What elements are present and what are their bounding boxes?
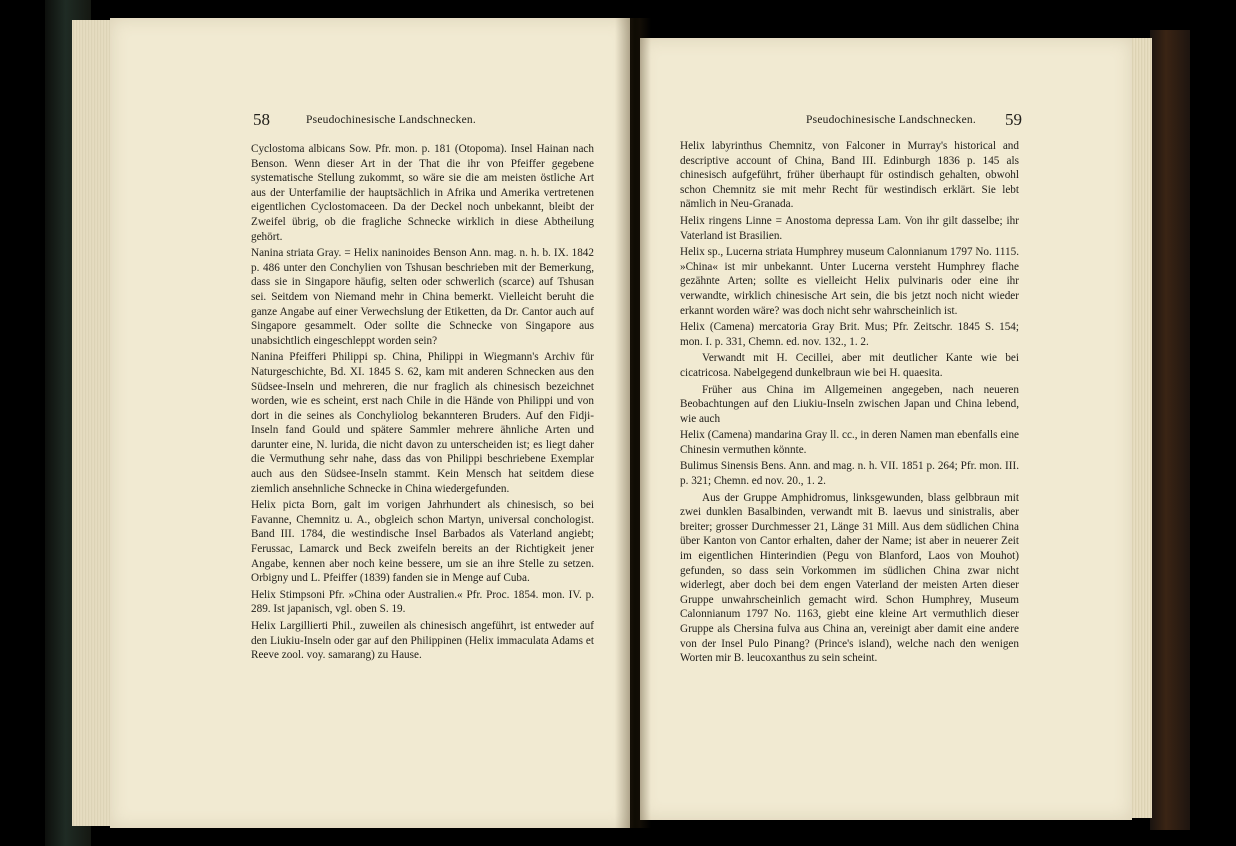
left-running-head: Pseudochinesische Landschnecken. (306, 114, 476, 126)
right-page-body (680, 139, 1019, 668)
page-edges-left (72, 20, 112, 826)
right-running-head: Pseudochinesische Landschnecken. (806, 114, 976, 126)
paragraph: Helix Stimpsoni Pfr. »China oder Australien.« Pfr. Proc. 1854. mon. IV. p. 289. Ist japanisch, vgl. oben S. 19. (251, 588, 594, 616)
left-page-number: 58 (253, 110, 270, 129)
paragraph: Früher aus China im Allgemeinen angegeben, nach neueren Beobachtungen auf den Liukiu-Inseln zwischen Japan und China lebend, wie auch (680, 383, 1019, 425)
paragraph: Cyclostoma albicans Sow. Pfr. mon. p. 181 (Otopoma). Insel Hainan nach Benson. Wenn dieser Art in der That die ihr von Pfeiffer gegebene systematische Stellung zukommt, so wäre sie die am meisten östliche Art aus der Unterfamilie der hauptsächlich in Afrika und Amerika vertretenen eigentlichen Cyclostomaceen. Da der Deckel noch unbekannt, bleibt der Zweifel übrig, ob die fragliche Schnecke wirklich in diese Abtheilung gehört. (251, 143, 594, 243)
paragraph: Helix sp., Lucerna striata Humphrey museum Calonnianum 1797 No. 1115. »China« ist mir unbekannt. Unter Lucerna versteht Humphrey flache gezähnte Arten; sollte es vielleicht Helix pulvinaris oder eine ihr verwandte, wirklich chinesische Art sein, die bis jetzt noch nicht wieder erkannt worden wäre? was doch nicht sehr wahrscheinlich ist. (680, 246, 1019, 317)
left-page-header (110, 110, 630, 134)
paragraph: Aus der Gruppe Amphidromus, linksgewunden, blass gelbbraun mit zwei dunklen Basalbinden, verwandt mit B. laevus und sinistralis, aber breiter; grosser Durchmesser 21, Länge 31 Mill. Aus dem südlichen China über Kanton von Cantor erhalten, daher der Name; ist aber in neuerer Zeit im eigentlichen Hinterindien (Pegu von Blanford, Laos von Mouhot) gefunden, so dass sein Vorkommen im südlichen China zwar nicht widerlegt, aber doch bei dem engen Vaterland der meisten Arten dieser Gruppe unwahrscheinlich gemacht wird. Schon Humphrey, Museum Calonnianum 1797 No. 1163, giebt eine kleine Art vermuthlich dieser Gruppe als Chersina fulva aus China an, vereinigt aber damit eine andere von der Insel Pulo Pinang? (Prince's island), welche nach den wenigen Worten mir B. leucoxanthus zu sein scheint. (680, 491, 1019, 665)
book-cover-right (1150, 30, 1190, 830)
right-page-number: 59 (1005, 110, 1022, 129)
paragraph: Nanina Pfeifferi Philippi sp. China, Philippi in Wiegmann's Archiv für Naturgeschichte, Bd. XI. 1845 S. 62, kam mit anderen Schnecken aus den Südsee-Inseln und mehreren, die nur fraglich als chinesisch bezeichnet worden, wie es scheint, erst nach Chile in die Hände von Philippi und von dort in die seines als Conchyliolog bekannteren Bruders. Auf den Fidji-Inseln fand Gould und spätere Sammler mehrere ähnliche Arten und darunter eine, N. lurida, die nicht davon zu unterscheiden ist; es liegt daher die Vermuthung sehr nahe, dass das von Philippi beschriebene Exemplar auch aus den Südsee-Inseln stammt. Kein Mensch hat seitdem diese ziemlich ansehnliche Schnecke in China wiedergefunden. (251, 351, 594, 495)
paragraph: Nanina striata Gray. = Helix naninoides Benson Ann. mag. n. h. b. IX. 1842 p. 486 unter den Conchylien von Tshusan beschrieben mit der Bemerkung, dass sie in Singapore häufig, selten oder schwerlich (scarce) auf Tshusan sei. Seitdem von Niemand mehr in China bemerkt. Vielleicht beruht die ganze Angabe auf einer Verwechslung der Etiketten, da Dr. Cantor auch auf Singapore gesammelt. Oder sollte die Schnecke von Singapore aus unabsichtlich eingeschleppt worden sein? (251, 247, 594, 347)
paragraph: Helix ringens Linne = Anostoma depressa Lam. Von ihr gilt dasselbe; ihr Vaterland ist Brasilien. (680, 214, 1019, 242)
paragraph: Helix Largillierti Phil., zuweilen als chinesisch angeführt, ist entweder auf den Liukiu-Inseln oder gar auf den Philippinen (Helix immaculata Adams et Reeve zool. voy. samarang) zu Hause. (251, 620, 594, 662)
paragraph: Bulimus Sinensis Bens. Ann. and mag. n. h. VII. 1851 p. 264; Pfr. mon. III. p. 321; Chemn. ed nov. 20., 1. 2. (680, 460, 1019, 488)
paragraph: Helix labyrinthus Chemnitz, von Falconer in Murray's historical and descriptive account of China, Band III. Edinburgh 1836 p. 145 als chinesisch aufgeführt, früher überhaupt für ostindisch gehalten, obwohl schon Chemnitz sie mit mehr Recht für westindisch erklärt. Sie lebt nämlich in Neu-Granada. (680, 140, 1019, 211)
left-page (110, 18, 630, 828)
right-page-header (640, 110, 1132, 134)
paragraph: Helix (Camena) mercatoria Gray Brit. Mus; Pfr. Zeitschr. 1845 S. 154; mon. I. p. 331, Chemn. ed. nov. 132., 1. 2. (680, 321, 1019, 348)
book-gutter (615, 18, 651, 828)
right-page (640, 38, 1132, 820)
left-page-body (251, 142, 594, 665)
paragraph: Verwandt mit H. Cecillei, aber mit deutlicher Kante wie bei cicatricosa. Nabelgegend dunkelbraun wie bei H. quaesita. (680, 352, 1019, 379)
paragraph: Helix (Camena) mandarina Gray ll. cc., in deren Namen man ebenfalls eine Chinesin vermuthen könnte. (680, 429, 1019, 456)
paragraph: Helix picta Born, galt im vorigen Jahrhundert als chinesisch, so bei Favanne, Chemnitz u. A., obgleich schon Martyn, universal conchologist. Band III. 1784, die westindische Insel Barbados als Vaterland angiebt; Ferussac, Lamarck und Beck zweifeln bereits an der Richtigkeit jener Angabe, kennen aber noch keine bessere, um sie an ihre Stelle zu setzen. Orbigny und L. Pfeiffer (1839) fanden sie in Menge auf Cuba. (251, 499, 594, 585)
